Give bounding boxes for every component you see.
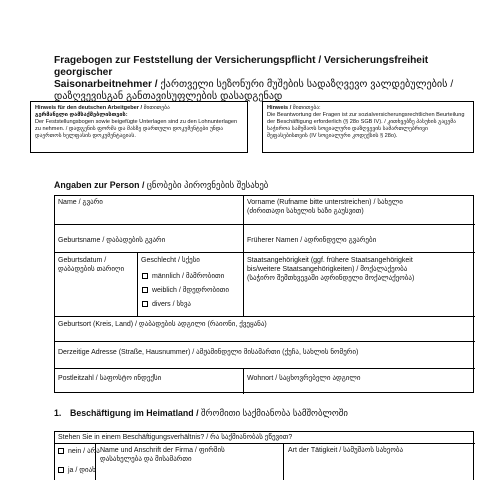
staatsangehoerigkeit-field[interactable] (244, 254, 417, 285)
staatsangehoerigkeit-label: Staatsangehörigkeit (ggf. frühere Staatsangehörigkeit (247, 257, 413, 264)
checkbox-icon[interactable] (142, 287, 148, 293)
personal-data-table (54, 195, 474, 393)
title-line-2-bold: Saisonarbeitnehmer / (54, 79, 158, 90)
firma-label-geo: დასახელება და მისამართი (100, 456, 192, 463)
checkbox-icon[interactable] (142, 273, 148, 279)
title-line-2 (54, 79, 454, 91)
geburtsdatum-label: Geburtsdatum / (58, 257, 107, 264)
name-field[interactable]: Name / გვარი (58, 199, 103, 206)
option-ja[interactable]: ja / დიახ (58, 466, 96, 475)
option-nein[interactable]: nein / არა (58, 447, 100, 456)
hint-employer-box (30, 101, 248, 153)
geburtsdatum-field[interactable] (55, 254, 127, 276)
wohnort-field[interactable]: Wohnort / საცხოვრებელი ადგილი (247, 375, 361, 382)
title-line-2-geo: ქართველი სეზონური მუშების სადაზღვევო ვალდებულების / (157, 79, 454, 90)
plz-field[interactable]: Postleitzahl / საფოსტო ინდექსი (58, 375, 162, 382)
option-weiblich[interactable]: weiblich / მდედრობითი (142, 286, 229, 295)
checkbox-icon[interactable] (58, 467, 64, 473)
hint-employer-body: Der Feststellungsbogen sowie beigefügte Unterlagen sind zu den Lohnunterlagen zu nehmen. / დადგენის ფორმა და მასზე დართული დოკუმენტები უნდა დაერთოს ხელფასის დოკუმენტაციას. (35, 119, 238, 139)
geburtsdatum-label-geo: დაბადების თარიღი (58, 266, 125, 273)
section-employment-heading: 1. Beschäftigung im Heimatland / შრომითი საქმიანობა სამშობლოში (54, 408, 348, 418)
taetigkeit-field[interactable]: Art der Tätigkeit / სამუშაოს სახეობა (288, 447, 404, 454)
vorname-field[interactable] (244, 196, 406, 218)
geschlecht-label: Geschlecht / სქესი (141, 257, 200, 264)
employment-table (54, 431, 474, 480)
hint-employer-heading: Hinweis für den deutschen Arbeitgeber / მითითება (35, 105, 170, 111)
option-divers[interactable]: divers / სხვა (142, 300, 191, 309)
hint-general-heading: Hinweis / მითითება: (267, 105, 321, 111)
section-personal-heading: Angaben zur Person / ცნობები პიროვნების შესახებ (54, 180, 269, 190)
checkbox-icon[interactable] (142, 301, 148, 307)
firma-field[interactable] (97, 444, 228, 466)
firma-label: Name und Anschrift der Firma / ფირმის (100, 447, 225, 454)
form-title (54, 55, 454, 103)
adresse-field[interactable]: Derzeitige Adresse (Straße, Hausnummer) / ამჟამინდელი მისამართი (ქუჩა, სახლის ნომერი) (58, 349, 359, 356)
employment-question: Stehen Sie in einem Beschäftigungsverhältnis? / რა საქმიანობას ეწევით? (58, 434, 293, 441)
vorname-label: Vorname (Rufname bitte unterstreichen) / სახელი (247, 199, 403, 206)
geburtsort-field[interactable]: Geburtsort (Kreis, Land) / დაბადების ადგილი (რაიონი, ქვეყანა) (58, 321, 267, 328)
staatsangehoerigkeit-label-geo: (საჭირო შემთხვევაში ადრინდელი მოქალაქეობა) (247, 275, 415, 282)
title-line-3: დაზღვევისგან განთავისუფლების დასადგენად (54, 91, 283, 102)
frueherer-name-field[interactable]: Früherer Namen / ადრინდელი გვარები (247, 237, 377, 244)
hint-employer-heading-geo: გერმანელი დამსაქმებლისთვის: (35, 112, 128, 118)
hint-general-box (262, 101, 474, 153)
checkbox-icon[interactable] (58, 448, 64, 454)
geburtsname-field[interactable]: Geburtsname / დაბადების გვარი (58, 237, 166, 244)
staatsangehoerigkeit-label-2: bis/weitere Staatsangehörigkeiten) / მოქალაქეობა (247, 266, 408, 273)
title-line-1: Fragebogen zur Feststellung der Versicherungspflicht / Versicherungsfreiheit georgischer (54, 55, 429, 78)
hint-general-body: Die Beantwortung der Fragen ist zur sozialversicherungsrechtlichen Beurteilung der Beschäftigung erforderlich (§ 28o SGB IV). / კითხვებზე პასუხის გაცემა საჭიროა სამუშაოს სოციალური დაზღვევის სამართლებრივი შეფასებისთვის (IV სოციალური კოდექსის § 28o). (267, 112, 465, 139)
vorname-label-geo: (ძირითადი სახელის ხაზი გაუსვით) (247, 208, 364, 215)
option-maennlich[interactable]: männlich / მამრობითი (142, 272, 224, 281)
